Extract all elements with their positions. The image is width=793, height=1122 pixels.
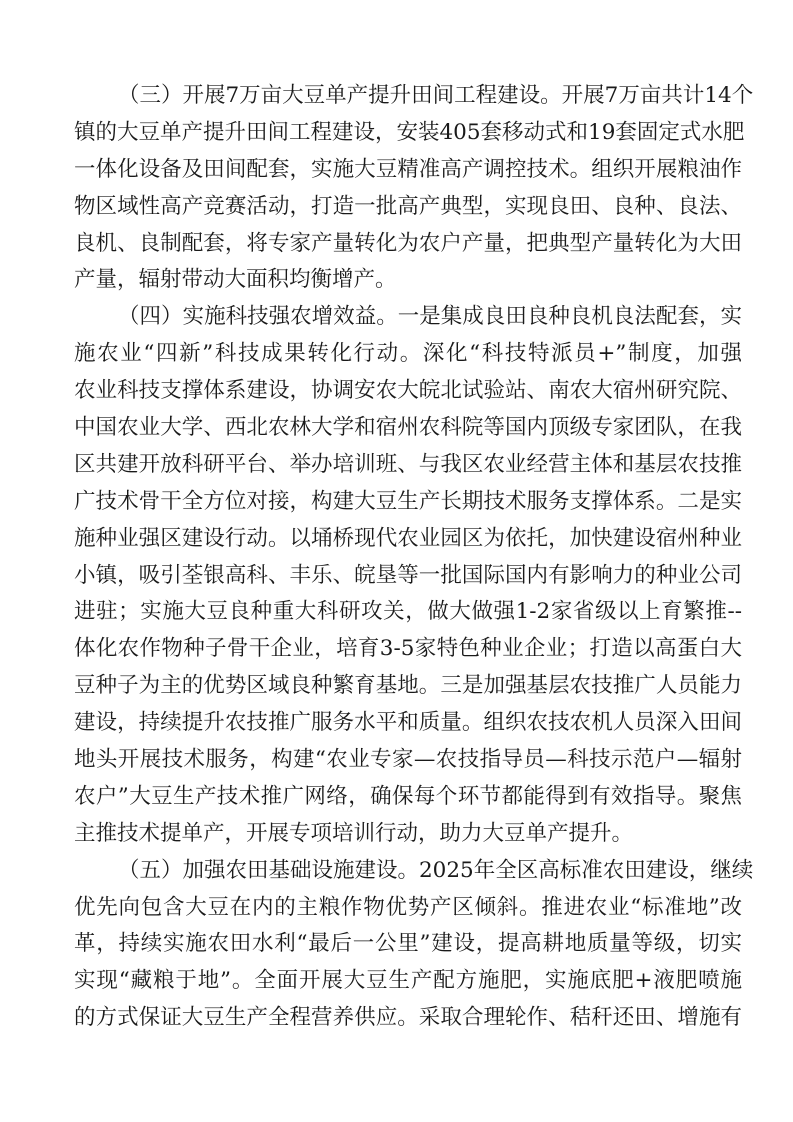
- text-line: 广技术骨干全方位对接，构建大豆生产长期技术服务支撑体系。二是实: [74, 488, 742, 514]
- paragraph-5-farmland-infrastructure: [74, 853, 754, 1037]
- text-line: 施农业“四新”科技成果转化行动。深化“科技特派员+”制度，加强: [74, 341, 742, 367]
- text-line: 革，持续实施农田水利“最后一公里”建设，提高耕地质量等级，切实: [74, 931, 742, 957]
- text-line: 物区域性高产竞赛活动，打造一批高产典型，实现良田、良种、良法、: [74, 193, 742, 219]
- paragraph-3-field-engineering: [74, 78, 754, 299]
- text-line: 中国农业大学、西北农林大学和宿州农科院等国内顶级专家团队，在我: [74, 415, 742, 441]
- text-line: （四）实施科技强农增效益。一是集成良田良种良机良法配套，实: [118, 304, 742, 330]
- text-line: 农户”大豆生产技术推广网络，确保每个环节都能得到有效指导。聚焦: [74, 783, 742, 809]
- text-line: 进驻；实施大豆良种重大科研攻关，做大做强1-2家省级以上育繁推--: [74, 599, 742, 625]
- text-line: 农业科技支撑体系建设，协调安农大皖北试验站、南农大宿州研究院、: [74, 378, 742, 404]
- text-line: 优先向包含大豆在内的主粮作物优势产区倾斜。推进农业“标准地”改: [74, 894, 742, 920]
- text-line: （三）开展7万亩大豆单产提升田间工程建设。开展7万亩共计14个: [118, 83, 754, 108]
- text-line: 施种业强区建设行动。以埇桥现代农业园区为依托，加快建设宿州种业: [74, 525, 742, 551]
- paragraph-4-technology: [74, 299, 742, 852]
- text-line: 实现“藏粮于地”。全面开展大豆生产配方施肥，实施底肥+液肥喷施: [74, 968, 742, 994]
- text-line: 豆种子为主的优势区域良种繁育基地。三是加强基层农技推广人员能力: [74, 673, 742, 699]
- text-line: 镇的大豆单产提升田间工程建设，安装405套移动式和19套固定式水肥: [74, 119, 745, 145]
- text-line: 建设，持续提升农技推广服务水平和质量。组织农技农机人员深入田间: [74, 710, 742, 736]
- text-line: 小镇，吸引荃银高科、丰乐、皖垦等一批国际国内有影响力的种业公司: [74, 562, 742, 588]
- text-line: 一体化设备及田间配套，实施大豆精准高产调控技术。组织开展粮油作: [74, 156, 742, 182]
- text-line: 主推技术提单产，开展专项培训行动，助力大豆单产提升。: [74, 820, 634, 846]
- text-line: 区共建开放科研平台、举办培训班、与我区农业经营主体和基层农技推: [74, 451, 742, 477]
- document-page: [74, 78, 754, 1037]
- text-line: 产量，辐射带动大面积均衡增产。: [74, 267, 397, 293]
- text-line: 地头开展技术服务，构建“农业专家—农技指导员—科技示范户—辐射: [74, 747, 742, 773]
- text-line: 的方式保证大豆生产全程营养供应。采取合理轮作、秸秆还田、增施有: [74, 1005, 742, 1031]
- text-line: 体化农作物种子骨干企业，培育3-5家特色种业企业；打造以高蛋白大: [74, 636, 742, 662]
- text-line: 良机、良制配套，将专家产量转化为农户产量，把典型产量转化为大田: [74, 230, 742, 256]
- text-line: （五）加强农田基础设施建设。2025年全区高标准农田建设，继续: [118, 857, 754, 883]
